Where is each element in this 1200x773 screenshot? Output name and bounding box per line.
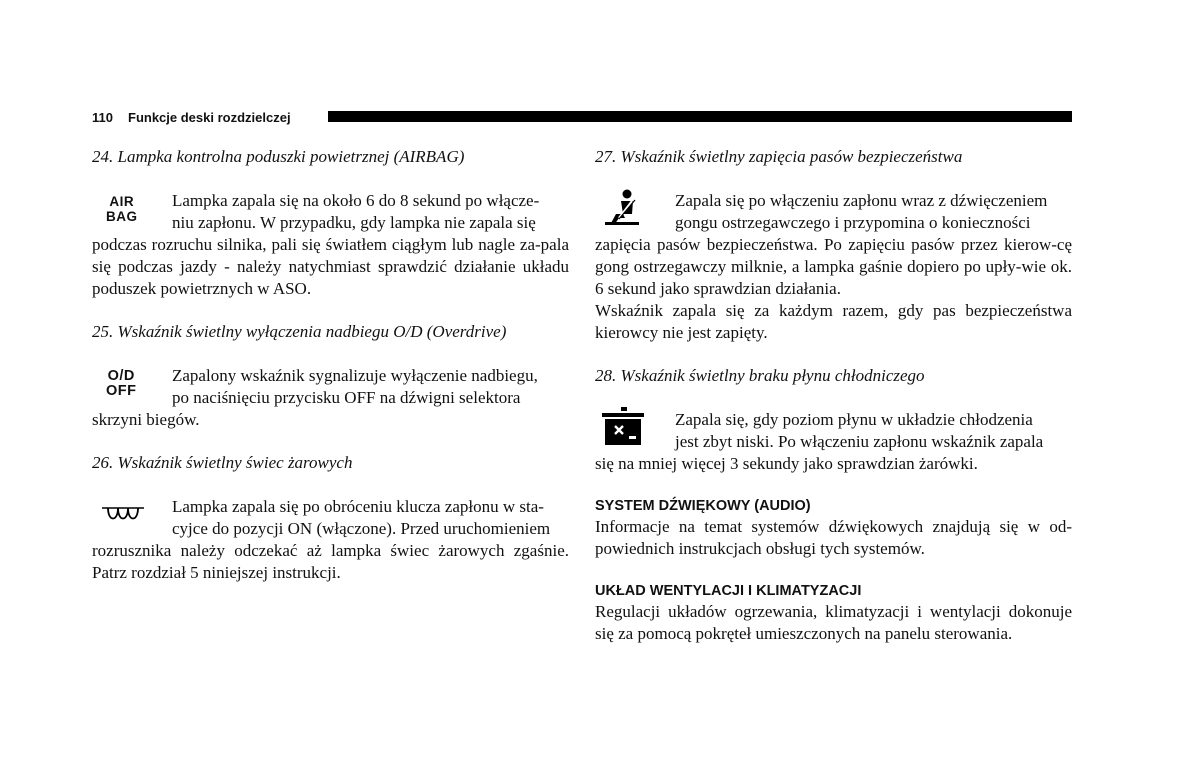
section-24: [92, 190, 569, 300]
overdrive-off-icon: [106, 369, 137, 399]
page-header-title: Funkcje deski rozdzielczej: [128, 110, 291, 125]
hvac-heading: UKŁAD WENTYLACJI I KLIMATYZACJI: [595, 583, 862, 599]
section-24-title: 24. Lampka kontrolna poduszki powietrznej (AIRBAG): [92, 147, 465, 166]
airbag-icon-line1: AIR: [109, 194, 135, 209]
s25-body: skrzyni biegów.: [92, 410, 200, 429]
airbag-icon: [106, 194, 138, 224]
section-28-title: 28. Wskaźnik świetlny braku płynu chłodniczego: [595, 366, 925, 385]
seatbelt-icon: [599, 188, 645, 230]
od-icon-line1: O/D: [107, 368, 135, 384]
s27-body-2: Wskaźnik zapala się za każdym razem, gdy pas bezpieczeństwa kierowcy nie jest zapięty.: [595, 301, 1072, 342]
s27-line1: Zapala się po włączeniu zapłonu wraz z dźwięczeniem: [675, 191, 1048, 210]
left-column: [92, 146, 569, 584]
s28-line2: jest zbyt niski. Po włączeniu zapłonu wskaźnik zapala: [675, 432, 1044, 451]
section-27-title: 27. Wskaźnik świetlny zapięcia pasów bezpieczeństwa: [595, 147, 963, 166]
section-27: [595, 190, 1072, 344]
section-26: [92, 496, 569, 584]
s26-line2: cyjce do pozycji ON (włączone). Przed uruchomieniem: [172, 519, 551, 538]
s24-line1: Lampka zapala się na około 6 do 8 sekund po włącze-: [172, 191, 540, 210]
s28-body: się na mniej więcej 3 sekundy jako sprawdzian żarówki.: [595, 454, 978, 473]
s26-line1: Lampka zapala się po obróceniu klucza zapłonu w sta-: [172, 497, 544, 516]
right-column: [595, 146, 1072, 645]
page-number: 110: [92, 110, 113, 125]
s26-body: rozrusznika należy odczekać aż lampka świec żarowych zgaśnie. Patrz rozdział 5 niniejszej instrukcji.: [92, 541, 569, 582]
s24-body: podczas rozruchu silnika, pali się światłem ciągłym lub nagle za-pala się podczas jazdy - należy natychmiast sprawdzić działanie układu poduszek powietrznych w ASO.: [92, 235, 569, 298]
hvac-body: Regulacji układów ogrzewania, klimatyzacji i wentylacji dokonuje się za pomocą pokręteł umieszczonych na panelu sterowania.: [595, 602, 1072, 643]
section-26-title: 26. Wskaźnik świetlny świec żarowych: [92, 453, 353, 472]
s27-line2: gongu ostrzegawczego i przypomina o konieczności: [675, 213, 1031, 232]
coolant-level-icon: [601, 407, 645, 447]
s24-line2: niu zapłonu. W przypadku, gdy lampka nie zapala się: [172, 213, 536, 232]
audio-heading: SYSTEM DŹWIĘKOWY (AUDIO): [595, 498, 811, 514]
s28-line1: Zapala się, gdy poziom płynu w układzie chłodzenia: [675, 410, 1033, 429]
section-25: [92, 365, 569, 431]
section-25-title: 25. Wskaźnik świetlny wyłączenia nadbiegu O/D (Overdrive): [92, 322, 507, 341]
section-28: [595, 409, 1072, 475]
s27-body: zapięcia pasów bezpieczeństwa. Po zapięciu pasów przez kierow-cę gong ostrzegawczy milknie, a lampka gaśnie dopiero po upły-wie ok. 6 sekund jako sprawdzian działania.: [595, 235, 1072, 298]
audio-body: Informacje na temat systemów dźwiękowych znajdują się w od-powiednich instrukcjach obsługi tych systemów.: [595, 517, 1072, 558]
s25-line2: po naciśnięciu przycisku OFF na dźwigni selektora: [172, 388, 521, 407]
airbag-icon-line2: BAG: [106, 209, 138, 224]
glow-plug-icon: [100, 502, 146, 522]
header-rule: [328, 111, 1072, 122]
od-icon-line2: OFF: [106, 383, 137, 399]
s25-line1: Zapalony wskaźnik sygnalizuje wyłączenie nadbiegu,: [172, 366, 538, 385]
